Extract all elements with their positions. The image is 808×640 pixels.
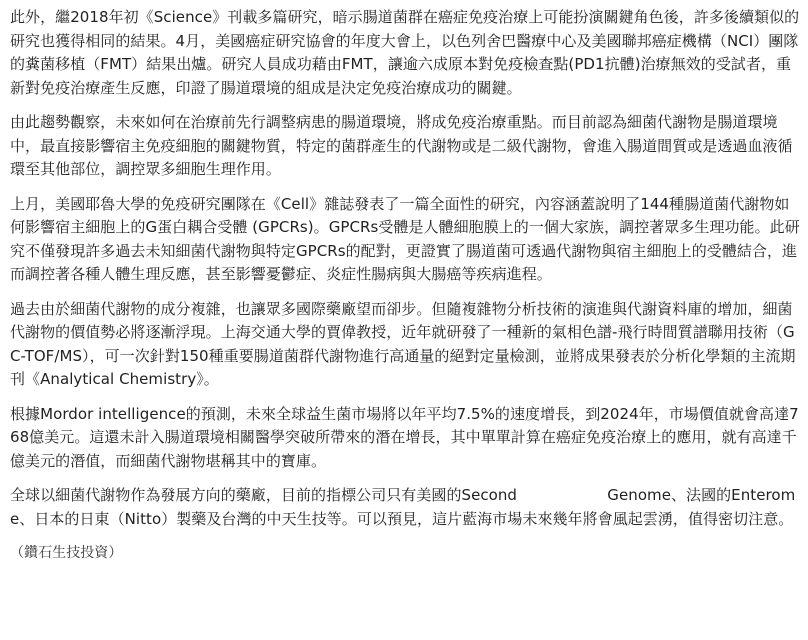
paragraph-5: 根據Mordor intelligence的預測，未來全球益生菌市場將以年平均7.5%的速度增長，到2024年，市場價值就會高達768億美元。這還未計入腸道環境相關醫學突破所帶來的潛在增長，其中單單計算在癌症免疫治療上的應用，就有高達千億美元的潛值，而細菌代謝物堪稱其中的寶庫。 <box>10 404 799 470</box>
source-credit: （鑽石生技投資） <box>10 545 123 561</box>
paragraph-6: 全球以細菌代謝物作為發展方向的藥廠，目前的指標公司只有美國的Second Genome、法國的Enterome、日本的日東（Nitto）製藥及台灣的中天生技等。可以預見，這片藍海市場未來幾年將會風起雲湧，值得密切注意。 <box>10 486 796 528</box>
paragraph-3: 上月，美國耶魯大學的免疫研究團隊在《Cell》雜誌發表了一篇全面性的研究，內容涵蓋說明了144種腸道菌代謝物如何影響宿主細胞上的G蛋白耦合受體 (GPCRs)。GPCRs受體是人體細胞膜上的一個大家族，調控著眾多生理功能。此研究不僅發現許多過去未知細菌代謝物與特定GPCRs的配對，更證實了腸道菌可透過代謝物與宿主細胞上的受體結合，進而調控著各種人體生理反應，甚至影響憂鬱症、炎症性腸病與大腸癌等疾病進程。 <box>10 194 800 283</box>
paragraph-4: 過去由於細菌代謝物的成分複雜，也讓眾多國際藥廠望而卻步。但隨複雜物分析技術的演進與代謝資料庫的增加，細菌代謝物的價值勢必將逐漸浮現。上海交通大學的賈偉教授，近年就研發了一種新的氣相色譜-飛行時間質譜聯用技術（GC-TOF/MS），可一次針對150種重要腸道菌群代謝物進行高通量的絕對定量檢測，並將成果發表於分析化學類的主流期刊《Analytical Chemistry》。 <box>10 299 796 388</box>
article-body <box>10 0 802 577</box>
paragraph-2: 由此趨勢觀察，未來如何在治療前先行調整病患的腸道環境，將成免疫治療重點。而目前認為細菌代謝物是腸道環境中，最直接影響宿主免疫細胞的關鍵物質，特定的菌群產生的代謝物或是二級代謝物，會進入腸道間質或是透過血液循環至其他部位，調控眾多細胞生理作用。 <box>10 113 793 178</box>
paragraph-1: 此外，繼2018年初《Science》刊載多篇研究，暗示腸道菌群在癌症免疫治療上可能扮演關鍵角色後，許多後續類似的研究也獲得相同的結果。4月，美國癌症研究協會的年度大會上，以色列舍巴醫療中心及美國聯邦癌症機構（NCI）團隊的糞菌移植（FMT）結果出爐。研究人員成功藉由FMT，讓逾六成原本對免疫檢查點(PD1抗體)治療無效的受試者，重新對免疫治療產生反應，印證了腸道環境的組成是決定免疫治療成功的關鍵。 <box>10 8 800 97</box>
